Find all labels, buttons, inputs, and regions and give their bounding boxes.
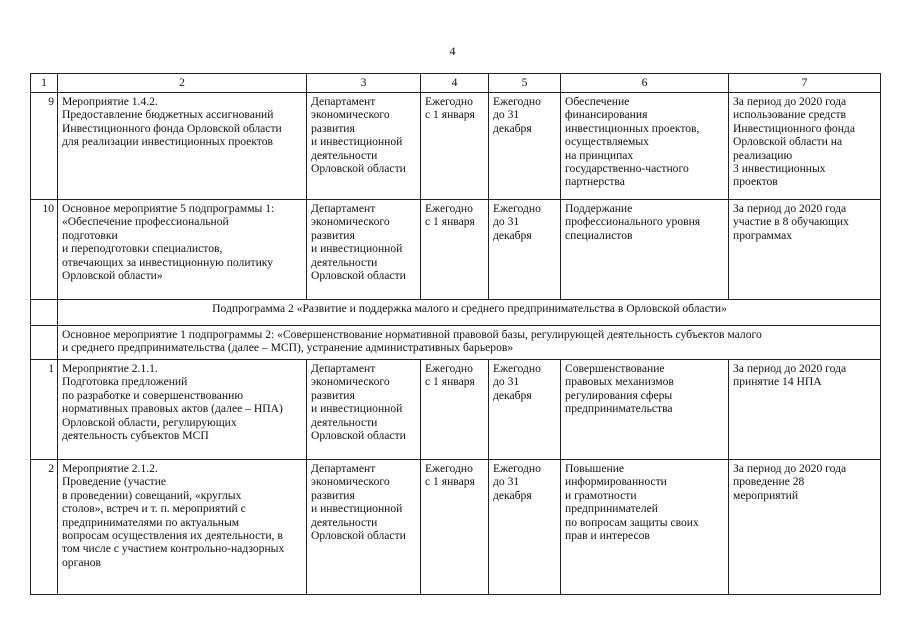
- cell-line: с 1 января: [425, 475, 475, 489]
- cell-line: декабря: [493, 121, 532, 135]
- cell-line: финансирования: [565, 108, 648, 122]
- main-measure-title: [58, 326, 881, 360]
- cell-line: Департамент: [311, 462, 376, 475]
- cell-line: Ежегодно: [493, 202, 541, 215]
- cell-line: Подготовка предложений: [62, 375, 188, 389]
- cell-line: и инвестиционной: [311, 502, 403, 516]
- cell-line: Мероприятие 1.4.2.: [62, 95, 158, 108]
- cell-line: проведение 28: [733, 475, 805, 489]
- row-number: 9: [31, 93, 58, 200]
- empty-number-cell: [31, 300, 58, 326]
- cell-line: государственно-частного: [565, 162, 689, 176]
- cell-line: в проведении) совещаний, «круглых: [62, 488, 242, 502]
- cell-line: «Обеспечение профессиональной: [62, 215, 229, 229]
- cell-line: и переподготовки специалистов,: [62, 242, 223, 256]
- cell-line: с 1 января: [425, 215, 475, 229]
- cell-line: до 31: [493, 215, 520, 229]
- cell-line: Департамент: [311, 95, 376, 108]
- row-number: 10: [31, 200, 58, 300]
- column-number: 1: [31, 74, 58, 93]
- cell-line: Совершенствование: [565, 362, 665, 375]
- cell-line: Ежегодно: [425, 362, 473, 375]
- cell-line: Ежегодно: [493, 462, 541, 475]
- cell-line: декабря: [493, 488, 532, 502]
- cell-line: до 31: [493, 375, 520, 389]
- indicator-cell: [729, 360, 881, 460]
- cell-line: и инвестиционной: [311, 402, 403, 416]
- cell-line: Орловской области: [311, 269, 406, 283]
- cell-line: За период до 2020 года: [733, 362, 847, 375]
- cell-line: проектов: [733, 175, 778, 189]
- cell-line: деятельности: [311, 415, 378, 429]
- end-date-cell: [489, 360, 561, 460]
- cell-line: правовых механизмов: [565, 375, 674, 389]
- cell-line: и инвестиционной: [311, 242, 403, 256]
- cell-line: Инвестиционного фонда: [733, 121, 855, 135]
- cell-line: Мероприятие 2.1.1.: [62, 362, 158, 375]
- cell-line: по разработке и совершенствованию: [62, 388, 243, 402]
- cell-line: том числе с участием контрольно-надзорных: [62, 542, 285, 556]
- executor-cell: [307, 360, 421, 460]
- cell-line: деятельности: [311, 148, 378, 162]
- cell-line: мероприятий: [733, 488, 799, 502]
- cell-line: осуществляемых: [565, 135, 649, 149]
- cell-line: Основное мероприятие 1 подпрограммы 2: «Совершенствование нормативной правовой базы, регулирующей деятельность субъектов малого: [62, 328, 762, 341]
- page-number: 4: [449, 44, 456, 58]
- cell-line: Основное мероприятие 5 подпрограммы 1:: [62, 202, 275, 215]
- measure-cell: [58, 360, 307, 460]
- program-table: [30, 73, 881, 595]
- cell-line: партнерства: [565, 175, 625, 189]
- column-number-row: [31, 74, 881, 93]
- row-number: 2: [31, 460, 58, 595]
- cell-line: Мероприятие 2.1.2.: [62, 462, 158, 475]
- cell-line: Предоставление бюджетных ассигнований: [62, 108, 274, 122]
- cell-line: прав и интересов: [565, 529, 650, 543]
- end-date-cell: [489, 200, 561, 300]
- cell-line: подготовки: [62, 228, 118, 242]
- column-number: 6: [561, 74, 729, 93]
- cell-line: экономического: [311, 475, 390, 489]
- cell-line: развития: [311, 488, 355, 502]
- cell-line: деятельность субъектов МСП: [62, 429, 209, 443]
- cell-line: использование средств: [733, 108, 847, 122]
- cell-line: информированности: [565, 475, 667, 489]
- measure-cell: [58, 200, 307, 300]
- result-cell: [561, 460, 729, 595]
- cell-line: развития: [311, 388, 355, 402]
- cell-line: развития: [311, 228, 355, 242]
- cell-line: вопросам осуществления их деятельности, в: [62, 529, 283, 543]
- cell-line: Департамент: [311, 202, 376, 215]
- cell-line: инвестиционных проектов,: [565, 121, 700, 135]
- cell-line: и среднего предпринимательства (далее – МСП), устранение административных барьеров»: [62, 341, 514, 355]
- cell-line: Орловской области на: [733, 135, 843, 149]
- column-number: 2: [58, 74, 307, 93]
- cell-line: участие в 8 обучающих: [733, 215, 849, 229]
- cell-line: с 1 января: [425, 108, 475, 122]
- measure-cell: [58, 460, 307, 595]
- cell-line: нормативных правовых актов (далее – НПА): [62, 402, 283, 416]
- column-number: 3: [307, 74, 421, 93]
- cell-line: для реализации инвестиционных проектов: [62, 135, 273, 149]
- table-row: [31, 200, 881, 300]
- main-measure-row: [31, 326, 881, 360]
- cell-line: программах: [733, 228, 793, 242]
- cell-line: деятельности: [311, 515, 378, 529]
- cell-line: 3 инвестиционных: [733, 162, 826, 176]
- cell-line: Обеспечение: [565, 95, 630, 108]
- cell-line: Ежегодно: [425, 202, 473, 215]
- cell-line: Ежегодно: [493, 362, 541, 375]
- cell-line: на принципах: [565, 148, 634, 162]
- cell-line: экономического: [311, 108, 390, 122]
- start-date-cell: [421, 460, 489, 595]
- cell-line: развития: [311, 121, 355, 135]
- cell-line: Орловской области: [311, 529, 406, 543]
- executor-cell: [307, 460, 421, 595]
- cell-line: до 31: [493, 475, 520, 489]
- empty-number-cell: [31, 326, 58, 360]
- cell-line: Повышение: [565, 462, 625, 475]
- column-number: 5: [489, 74, 561, 93]
- cell-line: и инвестиционной: [311, 135, 403, 149]
- cell-line: Ежегодно: [425, 95, 473, 108]
- cell-line: предпринимательства: [565, 402, 673, 416]
- start-date-cell: [421, 200, 489, 300]
- cell-line: регулирования сферы: [565, 388, 673, 402]
- cell-line: Орловской области: [311, 429, 406, 443]
- executor-cell: [307, 200, 421, 300]
- cell-line: Инвестиционного фонда Орловской области: [62, 121, 282, 135]
- cell-line: деятельности: [311, 255, 378, 269]
- indicator-cell: [729, 93, 881, 200]
- result-cell: [561, 360, 729, 460]
- cell-line: декабря: [493, 228, 532, 242]
- cell-line: профессионального уровня: [565, 215, 701, 229]
- indicator-cell: [729, 200, 881, 300]
- cell-line: специалистов: [565, 228, 633, 242]
- row-number: 1: [31, 360, 58, 460]
- measure-cell: [58, 93, 307, 200]
- cell-line: экономического: [311, 375, 390, 389]
- cell-line: За период до 2020 года: [733, 202, 847, 215]
- start-date-cell: [421, 360, 489, 460]
- table-row: [31, 93, 881, 200]
- table-row: [31, 360, 881, 460]
- subprogram-title: Подпрограмма 2 «Развитие и поддержка малого и среднего предпринимательства в Орловской области»: [58, 300, 881, 326]
- cell-line: декабря: [493, 388, 532, 402]
- table-row: [31, 460, 881, 595]
- end-date-cell: [489, 93, 561, 200]
- cell-line: с 1 января: [425, 375, 475, 389]
- cell-line: Орловской области»: [62, 269, 163, 283]
- cell-line: экономического: [311, 215, 390, 229]
- indicator-cell: [729, 460, 881, 595]
- column-number: 4: [421, 74, 489, 93]
- cell-line: Орловской области, регулирующих: [62, 415, 237, 429]
- cell-line: Поддержание: [565, 202, 633, 215]
- subprogram-row: [31, 300, 881, 326]
- cell-line: Департамент: [311, 362, 376, 375]
- cell-line: по вопросам защиты своих: [565, 515, 699, 529]
- cell-line: органов: [62, 555, 101, 569]
- cell-line: предпринимателями по актуальным: [62, 515, 240, 529]
- cell-line: отвечающих за инвестиционную политику: [62, 255, 274, 269]
- column-number: 7: [729, 74, 881, 93]
- cell-line: За период до 2020 года: [733, 462, 847, 475]
- result-cell: [561, 93, 729, 200]
- end-date-cell: [489, 460, 561, 595]
- cell-line: реализацию: [733, 148, 793, 162]
- cell-line: до 31: [493, 108, 520, 122]
- cell-line: Ежегодно: [425, 462, 473, 475]
- cell-line: и грамотности: [565, 488, 637, 502]
- executor-cell: [307, 93, 421, 200]
- cell-line: принятие 14 НПА: [733, 375, 822, 389]
- cell-line: столов», встреч и т. п. мероприятий с: [62, 502, 246, 516]
- start-date-cell: [421, 93, 489, 200]
- cell-line: Проведение (участие: [62, 475, 167, 489]
- cell-line: Ежегодно: [493, 95, 541, 108]
- result-cell: [561, 200, 729, 300]
- cell-line: За период до 2020 года: [733, 95, 847, 108]
- cell-line: Орловской области: [311, 162, 406, 176]
- cell-line: предпринимателей: [565, 502, 658, 516]
